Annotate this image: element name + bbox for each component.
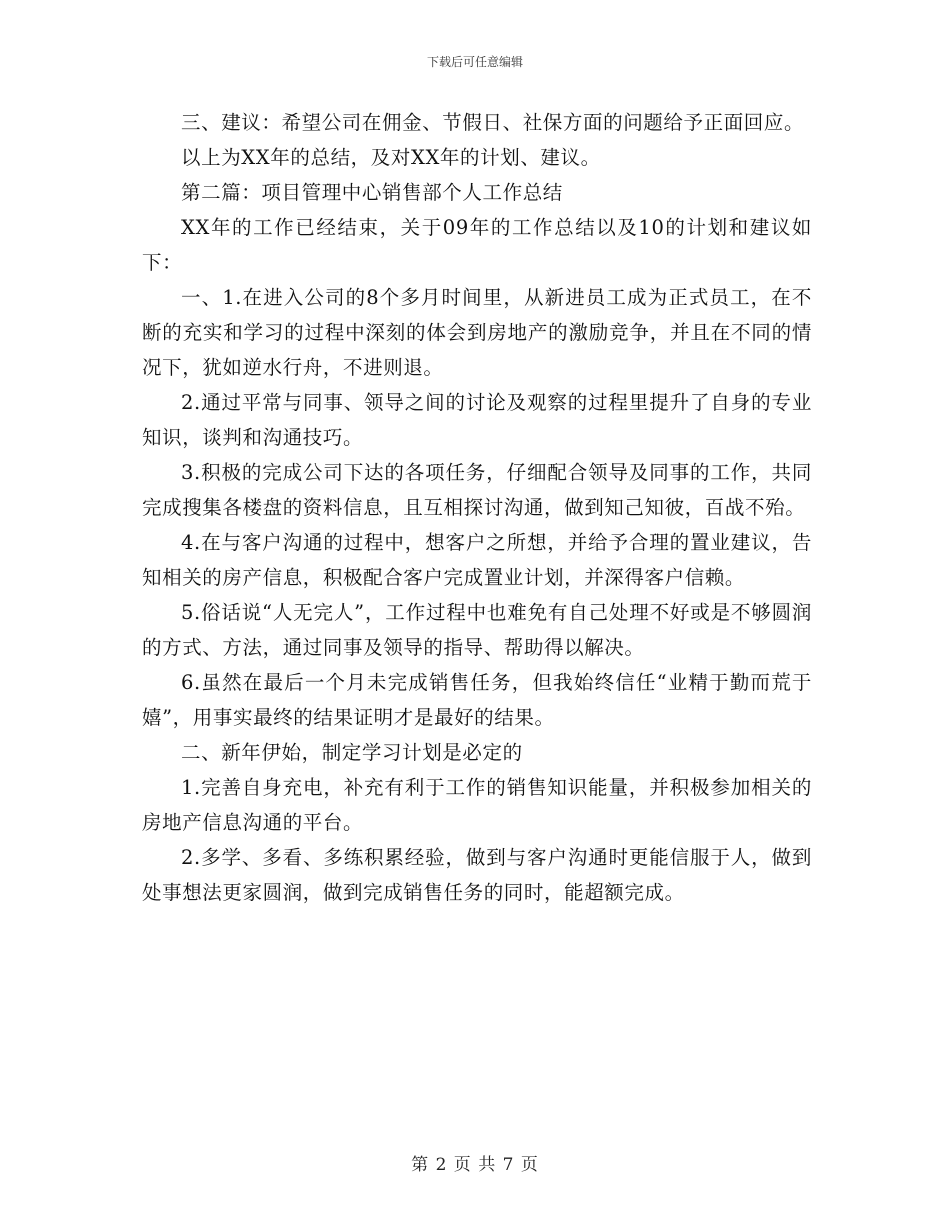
paragraph-item-2: 2.通过平常与同事、领导之间的讨论及观察的过程里提升了自身的专业知识，谈判和沟通技巧。 xyxy=(142,391,812,449)
paragraph-summary-note: 以上为XX年的总结，及对XX年的计划、建议。 xyxy=(181,146,601,169)
paragraph-plan-2: 2.多学、多看、多练积累经验，做到与客户沟通时更能信服于人，做到处事想法更家圆润，做到完成销售任务的同时，能超额完成。 xyxy=(142,846,812,904)
paragraph-item-3: 3.积极的完成公司下达的各项任务，仔细配合领导及同事的工作，共同完成搜集各楼盘的资料信息，且互相探讨沟通，做到知己知彼，百战不殆。 xyxy=(142,461,812,519)
paragraph-item-4: 4.在与客户沟通的过程中，想客户之所想，并给予合理的置业建议，告知相关的房产信息，积极配合客户完成置业计划，并深得客户信赖。 xyxy=(142,531,812,589)
paragraph-plan-heading: 二、新年伊始，制定学习计划是必定的 xyxy=(181,741,523,764)
page-header-note: 下载后可任意编辑 xyxy=(426,55,523,69)
document-body xyxy=(142,105,812,910)
paragraph-suggestion: 三、建议：希望公司在佣金、节假日、社保方面的问题给予正面回应。 xyxy=(181,111,805,134)
paragraph-plan-1: 1.完善自身充电，补充有利于工作的销售知识能量，并积极参加相关的房地产信息沟通的平台。 xyxy=(142,776,812,834)
paragraph-item-1: 一、1.在进入公司的8个多月时间里，从新进员工成为正式员工，在不断的充实和学习的过程中深刻的体会到房地产的激励竞争，并且在不同的情况下，犹如逆水行舟，不进则退。 xyxy=(142,286,812,379)
page-number: 第 2 页 共 7 页 xyxy=(411,1155,539,1175)
paragraph-item-6: 6.虽然在最后一个月未完成销售任务，但我始终信任“业精于勤而荒于嬉”，用事实最终的结果证明才是最好的结果。 xyxy=(142,671,812,729)
paragraph-section-title: 第二篇：项目管理中心销售部个人工作总结 xyxy=(181,181,563,204)
paragraph-item-5: 5.俗话说“人无完人”，工作过程中也难免有自己处理不好或是不够圆润的方式、方法，通过同事及领导的指导、帮助得以解决。 xyxy=(142,601,812,659)
paragraph-intro: XX年的工作已经结束，关于09年的工作总结以及10的计划和建议如下： xyxy=(142,216,812,274)
